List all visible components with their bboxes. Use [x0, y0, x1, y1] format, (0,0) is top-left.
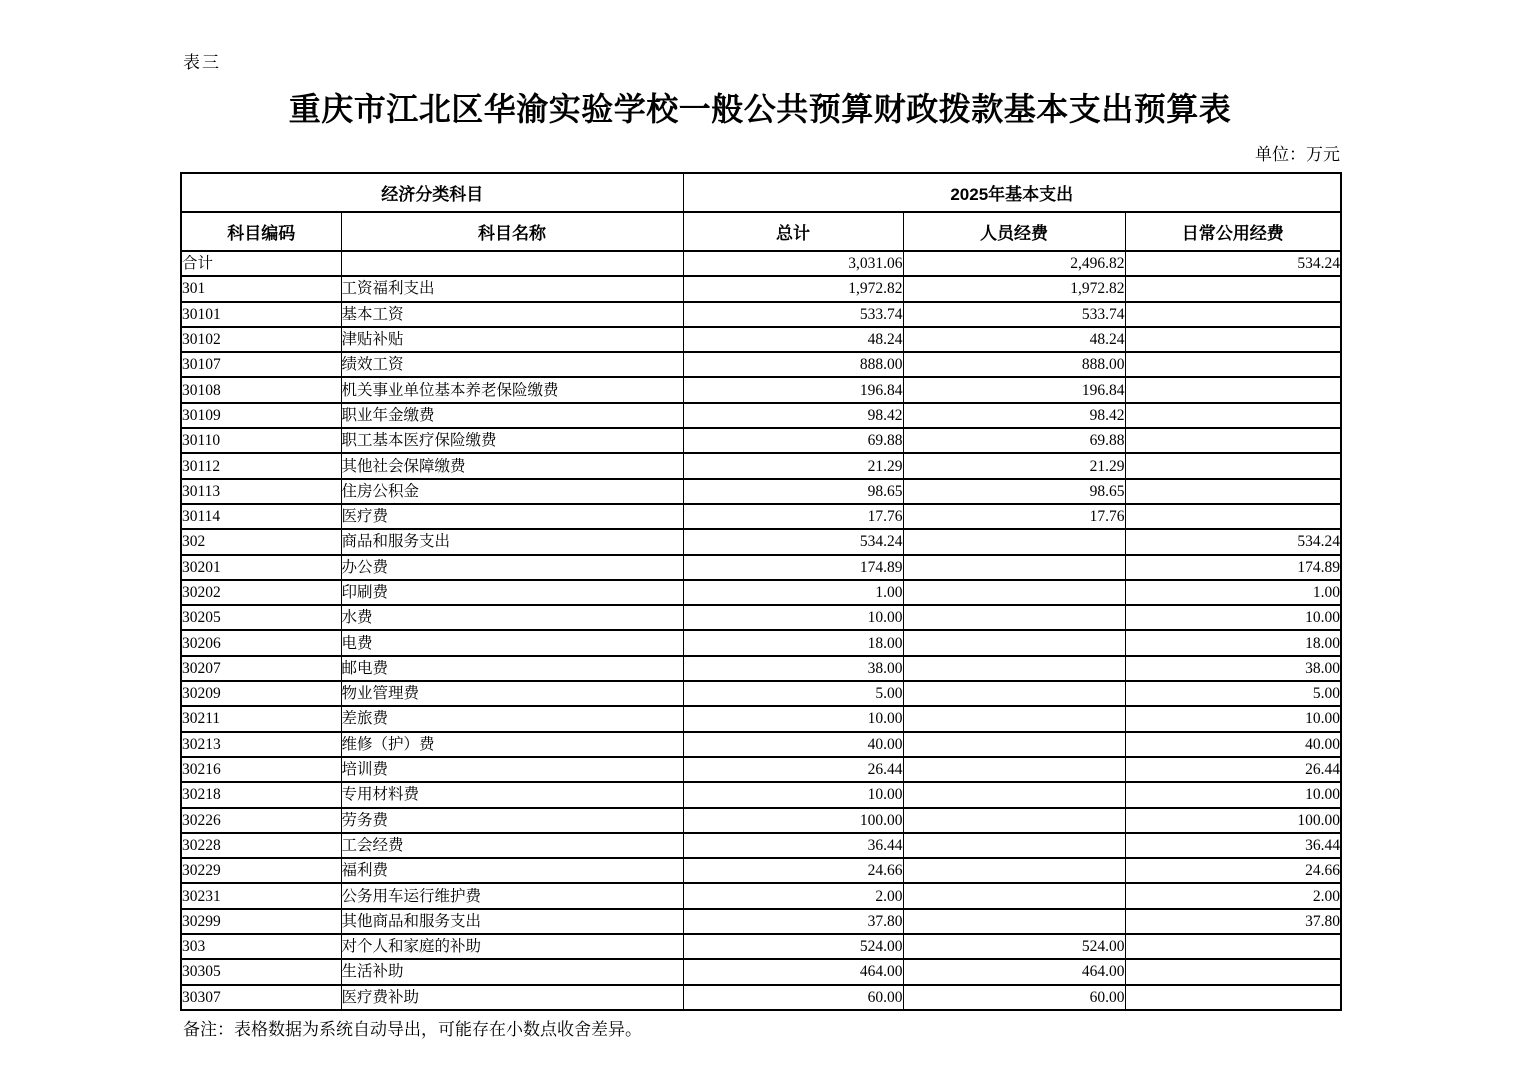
- name-cell: 印刷费: [341, 580, 683, 605]
- name-cell: 商品和服务支出: [341, 529, 683, 554]
- personnel-cell: 464.00: [903, 959, 1125, 984]
- code-cell: 30299: [181, 909, 341, 934]
- name-cell: 维修（护）费: [341, 732, 683, 757]
- code-cell: 30228: [181, 833, 341, 858]
- personnel-cell: 17.76: [903, 504, 1125, 529]
- total-cell: 18.00: [683, 630, 903, 655]
- daily-expense-cell: 36.44: [1125, 833, 1341, 858]
- table-row: [181, 580, 1341, 605]
- table-row: [181, 808, 1341, 833]
- name-cell: 电费: [341, 630, 683, 655]
- total-cell: 38.00: [683, 656, 903, 681]
- daily-expense-cell: [1125, 453, 1341, 478]
- table-row: [181, 782, 1341, 807]
- total-cell: 69.88: [683, 428, 903, 453]
- daily-expense-cell: 18.00: [1125, 630, 1341, 655]
- name-cell: 医疗费补助: [341, 985, 683, 1010]
- code-cell: 合计: [181, 251, 341, 276]
- daily-expense-cell: [1125, 403, 1341, 428]
- code-cell: 30101: [181, 302, 341, 327]
- table-row: [181, 605, 1341, 630]
- total-cell: 533.74: [683, 302, 903, 327]
- daily-expense-cell: 26.44: [1125, 757, 1341, 782]
- name-cell: 职工基本医疗保险缴费: [341, 428, 683, 453]
- name-cell: 医疗费: [341, 504, 683, 529]
- code-cell: 302: [181, 529, 341, 554]
- code-cell: 30213: [181, 732, 341, 757]
- total-cell: 524.00: [683, 934, 903, 959]
- table-row: [181, 251, 1341, 276]
- daily-expense-cell: 100.00: [1125, 808, 1341, 833]
- daily-expense-cell: 10.00: [1125, 605, 1341, 630]
- total-cell: 196.84: [683, 377, 903, 402]
- personnel-cell: 48.24: [903, 327, 1125, 352]
- personnel-cell: [903, 833, 1125, 858]
- personnel-cell: [903, 605, 1125, 630]
- total-cell: 17.76: [683, 504, 903, 529]
- table-row: [181, 327, 1341, 352]
- code-cell: 30102: [181, 327, 341, 352]
- daily-expense-cell: [1125, 985, 1341, 1010]
- total-cell: 1,972.82: [683, 276, 903, 301]
- column-header: 日常公用经费: [1125, 212, 1341, 251]
- code-cell: 30231: [181, 883, 341, 908]
- table-row: [181, 352, 1341, 377]
- personnel-cell: [903, 858, 1125, 883]
- code-cell: 30107: [181, 352, 341, 377]
- table-row: [181, 833, 1341, 858]
- name-cell: 劳务费: [341, 808, 683, 833]
- code-cell: 30113: [181, 479, 341, 504]
- daily-expense-cell: 40.00: [1125, 732, 1341, 757]
- total-cell: 10.00: [683, 605, 903, 630]
- code-cell: 30305: [181, 959, 341, 984]
- code-cell: 30206: [181, 630, 341, 655]
- personnel-cell: [903, 630, 1125, 655]
- total-cell: 48.24: [683, 327, 903, 352]
- total-cell: 98.42: [683, 403, 903, 428]
- table-row: [181, 276, 1341, 301]
- table-row: [181, 302, 1341, 327]
- total-cell: 26.44: [683, 757, 903, 782]
- name-cell: 水费: [341, 605, 683, 630]
- personnel-cell: [903, 757, 1125, 782]
- personnel-cell: [903, 883, 1125, 908]
- daily-expense-cell: 174.89: [1125, 555, 1341, 580]
- code-cell: 30226: [181, 808, 341, 833]
- column-header: 总计: [683, 212, 903, 251]
- name-cell: 绩效工资: [341, 352, 683, 377]
- table-body: [181, 251, 1341, 1010]
- name-cell: 职业年金缴费: [341, 403, 683, 428]
- column-header: 科目名称: [341, 212, 683, 251]
- total-cell: 98.65: [683, 479, 903, 504]
- personnel-cell: 524.00: [903, 934, 1125, 959]
- total-cell: 100.00: [683, 808, 903, 833]
- name-cell: 住房公积金: [341, 479, 683, 504]
- table-row: [181, 883, 1341, 908]
- table-row: [181, 681, 1341, 706]
- table-row: [181, 403, 1341, 428]
- table-row: [181, 453, 1341, 478]
- code-cell: 30216: [181, 757, 341, 782]
- daily-expense-cell: [1125, 327, 1341, 352]
- table-row: [181, 529, 1341, 554]
- table-row: [181, 555, 1341, 580]
- code-cell: 30108: [181, 377, 341, 402]
- table-number-label: 表三: [183, 53, 221, 72]
- total-cell: 888.00: [683, 352, 903, 377]
- daily-expense-cell: [1125, 959, 1341, 984]
- name-cell: 津贴补贴: [341, 327, 683, 352]
- personnel-cell: [903, 681, 1125, 706]
- total-cell: 37.80: [683, 909, 903, 934]
- name-cell: 其他商品和服务支出: [341, 909, 683, 934]
- name-cell: 生活补助: [341, 959, 683, 984]
- code-cell: 30202: [181, 580, 341, 605]
- code-cell: 30209: [181, 681, 341, 706]
- daily-expense-cell: 534.24: [1125, 251, 1341, 276]
- personnel-cell: 98.65: [903, 479, 1125, 504]
- daily-expense-cell: 10.00: [1125, 782, 1341, 807]
- code-cell: 30114: [181, 504, 341, 529]
- total-cell: 534.24: [683, 529, 903, 554]
- personnel-cell: [903, 909, 1125, 934]
- personnel-cell: [903, 706, 1125, 731]
- personnel-cell: [903, 808, 1125, 833]
- code-cell: 303: [181, 934, 341, 959]
- code-cell: 301: [181, 276, 341, 301]
- total-cell: 60.00: [683, 985, 903, 1010]
- personnel-cell: 196.84: [903, 377, 1125, 402]
- name-cell: 对个人和家庭的补助: [341, 934, 683, 959]
- table-row: [181, 959, 1341, 984]
- table-row: [181, 706, 1341, 731]
- table-row: [181, 909, 1341, 934]
- daily-expense-cell: [1125, 934, 1341, 959]
- code-cell: 30218: [181, 782, 341, 807]
- name-cell: 公务用车运行维护费: [341, 883, 683, 908]
- name-cell: 其他社会保障缴费: [341, 453, 683, 478]
- daily-expense-cell: 37.80: [1125, 909, 1341, 934]
- name-cell: 专用材料费: [341, 782, 683, 807]
- personnel-cell: [903, 529, 1125, 554]
- table-row: [181, 479, 1341, 504]
- daily-expense-cell: 38.00: [1125, 656, 1341, 681]
- total-cell: 464.00: [683, 959, 903, 984]
- name-cell: 工资福利支出: [341, 276, 683, 301]
- personnel-cell: 2,496.82: [903, 251, 1125, 276]
- daily-expense-cell: [1125, 479, 1341, 504]
- name-cell: 物业管理费: [341, 681, 683, 706]
- table-row: [181, 428, 1341, 453]
- table-header: [181, 173, 1341, 251]
- code-cell: 30229: [181, 858, 341, 883]
- name-cell: 基本工资: [341, 302, 683, 327]
- daily-expense-cell: [1125, 377, 1341, 402]
- personnel-cell: 69.88: [903, 428, 1125, 453]
- code-cell: 30110: [181, 428, 341, 453]
- personnel-cell: [903, 580, 1125, 605]
- daily-expense-cell: 5.00: [1125, 681, 1341, 706]
- personnel-cell: [903, 732, 1125, 757]
- code-cell: 30205: [181, 605, 341, 630]
- code-cell: 30307: [181, 985, 341, 1010]
- column-header: 科目编码: [181, 212, 341, 251]
- code-cell: 30109: [181, 403, 341, 428]
- name-cell: 差旅费: [341, 706, 683, 731]
- total-cell: 40.00: [683, 732, 903, 757]
- page-title: 重庆市江北区华渝实验学校一般公共预算财政拨款基本支出预算表: [288, 91, 1232, 127]
- name-cell: [341, 251, 683, 276]
- table-row: [181, 934, 1341, 959]
- table-row: [181, 985, 1341, 1010]
- table-row: [181, 630, 1341, 655]
- table-row: [181, 858, 1341, 883]
- total-cell: 1.00: [683, 580, 903, 605]
- daily-expense-cell: [1125, 352, 1341, 377]
- total-cell: 24.66: [683, 858, 903, 883]
- daily-expense-cell: 2.00: [1125, 883, 1341, 908]
- name-cell: 工会经费: [341, 833, 683, 858]
- total-cell: 3,031.06: [683, 251, 903, 276]
- table-row: [181, 732, 1341, 757]
- table-row: [181, 656, 1341, 681]
- code-cell: 30201: [181, 555, 341, 580]
- daily-expense-cell: 534.24: [1125, 529, 1341, 554]
- table-row: [181, 377, 1341, 402]
- name-cell: 机关事业单位基本养老保险缴费: [341, 377, 683, 402]
- budget-table: [180, 172, 1342, 1011]
- table-row: [181, 504, 1341, 529]
- code-cell: 30207: [181, 656, 341, 681]
- total-cell: 5.00: [683, 681, 903, 706]
- personnel-cell: [903, 782, 1125, 807]
- daily-expense-cell: [1125, 504, 1341, 529]
- total-cell: 10.00: [683, 782, 903, 807]
- personnel-cell: 888.00: [903, 352, 1125, 377]
- total-cell: 36.44: [683, 833, 903, 858]
- daily-expense-cell: 24.66: [1125, 858, 1341, 883]
- personnel-cell: 533.74: [903, 302, 1125, 327]
- name-cell: 办公费: [341, 555, 683, 580]
- code-cell: 30211: [181, 706, 341, 731]
- unit-label: 单位：万元: [1255, 145, 1340, 164]
- group-header: 2025年基本支出: [683, 173, 1341, 212]
- personnel-cell: 1,972.82: [903, 276, 1125, 301]
- personnel-cell: [903, 656, 1125, 681]
- column-header: 人员经费: [903, 212, 1125, 251]
- name-cell: 培训费: [341, 757, 683, 782]
- total-cell: 10.00: [683, 706, 903, 731]
- personnel-cell: [903, 555, 1125, 580]
- group-header: 经济分类科目: [181, 173, 683, 212]
- name-cell: 福利费: [341, 858, 683, 883]
- personnel-cell: 98.42: [903, 403, 1125, 428]
- total-cell: 21.29: [683, 453, 903, 478]
- name-cell: 邮电费: [341, 656, 683, 681]
- total-cell: 174.89: [683, 555, 903, 580]
- table-row: [181, 757, 1341, 782]
- personnel-cell: 21.29: [903, 453, 1125, 478]
- total-cell: 2.00: [683, 883, 903, 908]
- code-cell: 30112: [181, 453, 341, 478]
- daily-expense-cell: 10.00: [1125, 706, 1341, 731]
- personnel-cell: 60.00: [903, 985, 1125, 1010]
- footnote: 备注：表格数据为系统自动导出，可能存在小数点收舍差异。: [183, 1020, 642, 1039]
- daily-expense-cell: [1125, 428, 1341, 453]
- daily-expense-cell: [1125, 302, 1341, 327]
- daily-expense-cell: [1125, 276, 1341, 301]
- daily-expense-cell: 1.00: [1125, 580, 1341, 605]
